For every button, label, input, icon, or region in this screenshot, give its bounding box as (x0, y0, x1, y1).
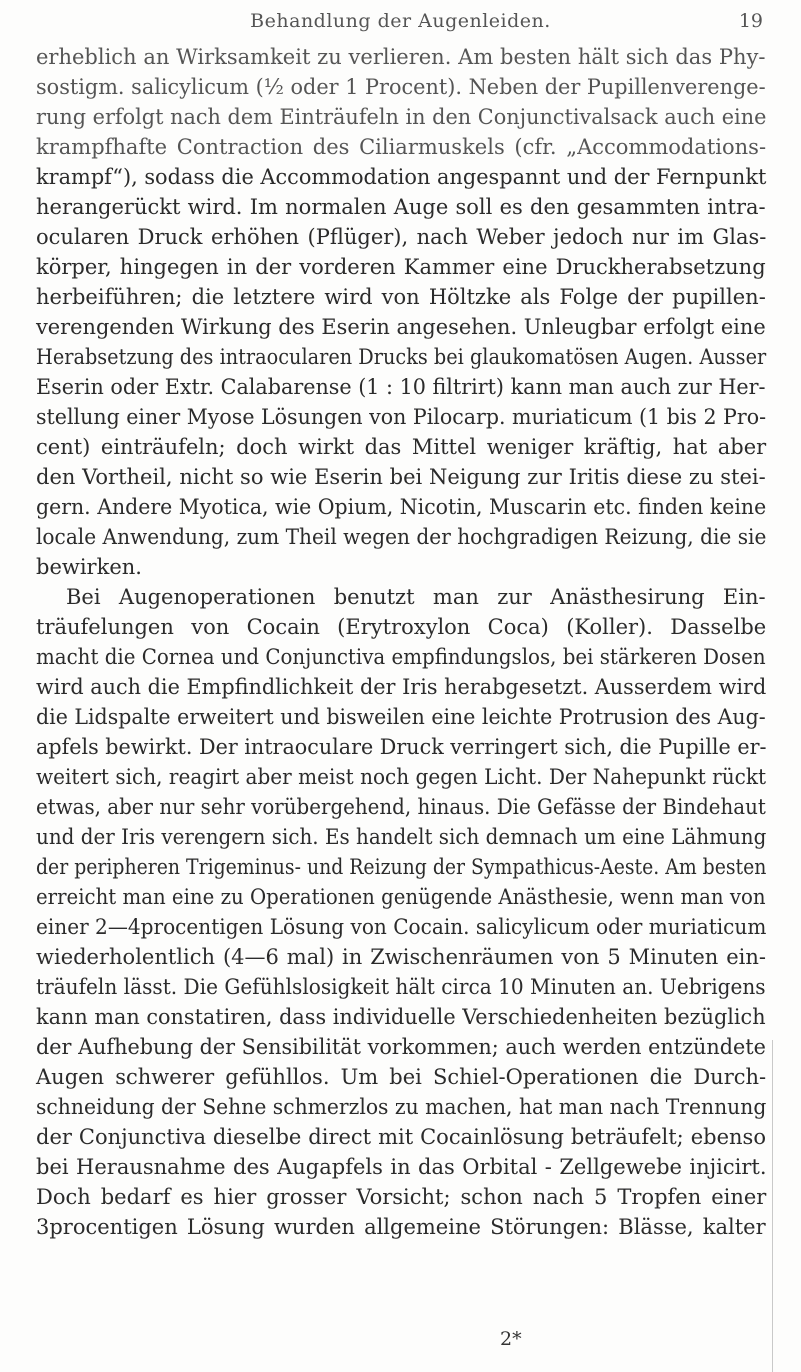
signature-mark: 2* (500, 1328, 522, 1350)
text-line: wiederholentlich (4—6 mal) in Zwischenräumen von 5 Minuten ein- (36, 945, 766, 969)
text-line: träufeln lässt. Die Gefühlslosigkeit hält circa 10 Minuten an. Uebrigens (36, 975, 766, 999)
text-line: einer 2—4procentigen Lösung von Cocain. salicylicum oder muriaticum (36, 915, 767, 939)
text-line: körper, hingegen in der vorderen Kammer eine Druckherabsetzung (36, 255, 766, 279)
text-line: weitert sich, reagirt aber meist noch gegen Licht. Der Nahepunkt rückt (36, 765, 767, 789)
text-line: sostigm. salicylicum (½ oder 1 Procent). Neben der Pupillenverenge- (36, 75, 766, 99)
text-line: verengenden Wirkung des Eserin angesehen. Unleugbar erfolgt eine (36, 315, 766, 339)
text-line: etwas, aber nur sehr vorübergehend, hinaus. Die Gefässe der Bindehaut (36, 795, 766, 819)
text-line: apfels bewirkt. Der intraoculare Druck verringert sich, die Pupille er- (36, 735, 767, 759)
text-line: ocularen Druck erhöhen (Pflüger), nach Weber jedoch nur im Glas- (36, 225, 767, 249)
text-line: erheblich an Wirksamkeit zu verlieren. Am besten hält sich das Phy- (36, 45, 766, 69)
text-line: locale Anwendung, zum Theil wegen der hochgradigen Reizung, die sie (36, 525, 767, 549)
text-line: bewirken. (36, 555, 142, 579)
running-header (0, 10, 801, 40)
running-title: Behandlung der Augenleiden. (250, 10, 551, 32)
text-line: krampfhafte Contraction des Ciliarmuskels (cfr. „Accommodations- (36, 135, 767, 159)
text-line: schneidung der Sehne schmerzlos zu machen, hat man nach Trennung (36, 1095, 767, 1119)
text-line: die Lidspalte erweitert und bisweilen eine leichte Protrusion des Aug- (36, 705, 766, 729)
text-line: herangerückt wird. Im normalen Auge soll es den gesammten intra- (36, 195, 766, 219)
text-line: träufelungen von Cocain (Erytroxylon Coca) (Koller). Dasselbe (36, 615, 767, 639)
text-line: macht die Cornea und Conjunctiva empfindungslos, bei stärkeren Dosen (36, 645, 766, 669)
text-line: und der Iris verengern sich. Es handelt sich demnach um eine Lähmung (36, 825, 767, 849)
text-line: Eserin oder Extr. Calabarense (1 : 10 filtrirt) kann man auch zur Her- (36, 375, 766, 399)
text-line: der peripheren Trigeminus- und Reizung der Sympathicus-Aeste. Am besten (36, 855, 767, 879)
text-line: Augen schwerer gefühllos. Um bei Schiel-Operationen die Durch- (36, 1065, 767, 1089)
text-line: herbeiführen; die letztere wird von Höltzke als Folge der pupillen- (36, 285, 766, 309)
text-line: der Conjunctiva dieselbe direct mit Cocainlösung beträufelt; ebenso (36, 1125, 766, 1149)
text-line: krampf“), sodass die Accommodation angespannt und der Fernpunkt (36, 165, 767, 189)
text-line: bei Herausnahme des Augapfels in das Orbital - Zellgewebe injicirt. (36, 1155, 767, 1179)
text-line: wird auch die Empfindlichkeit der Iris herabgesetzt. Ausserdem wird (36, 675, 767, 699)
text-line: gern. Andere Myotica, wie Opium, Nicotin, Muscarin etc. finden keine (36, 495, 767, 519)
text-line: Herabsetzung des intraocularen Drucks bei glaukomatösen Augen. Ausser (36, 345, 767, 369)
text-line: den Vortheil, nicht so wie Eserin bei Neigung zur Iritis diese zu stei- (36, 465, 766, 489)
text-line: rung erfolgt nach dem Einträufeln in den Conjunctivalsack auch eine (36, 105, 767, 129)
text-line: Doch bedarf es hier grosser Vorsicht; schon nach 5 Tropfen einer (36, 1185, 767, 1209)
text-line: kann man constatiren, dass individuelle Verschiedenheiten bezüglich (36, 1005, 766, 1029)
text-line: stellung einer Myose Lösungen von Pilocarp. muriaticum (1 bis 2 Pro- (36, 405, 767, 429)
text-line: 3procentigen Lösung wurden allgemeine Störungen: Blässe, kalter (36, 1215, 766, 1239)
page-edge-line (772, 1040, 773, 1372)
page-number: 19 (738, 10, 763, 32)
text-line: Bei Augenoperationen benutzt man zur Anästhesirung Ein- (66, 585, 766, 609)
text-line: cent) einträufeln; doch wirkt das Mittel weniger kräftig, hat aber (36, 435, 767, 459)
text-line: der Aufhebung der Sensibilität vorkommen; auch werden entzündete (36, 1035, 766, 1059)
text-line: erreicht man eine zu Operationen genügende Anästhesie, wenn man von (36, 885, 766, 909)
